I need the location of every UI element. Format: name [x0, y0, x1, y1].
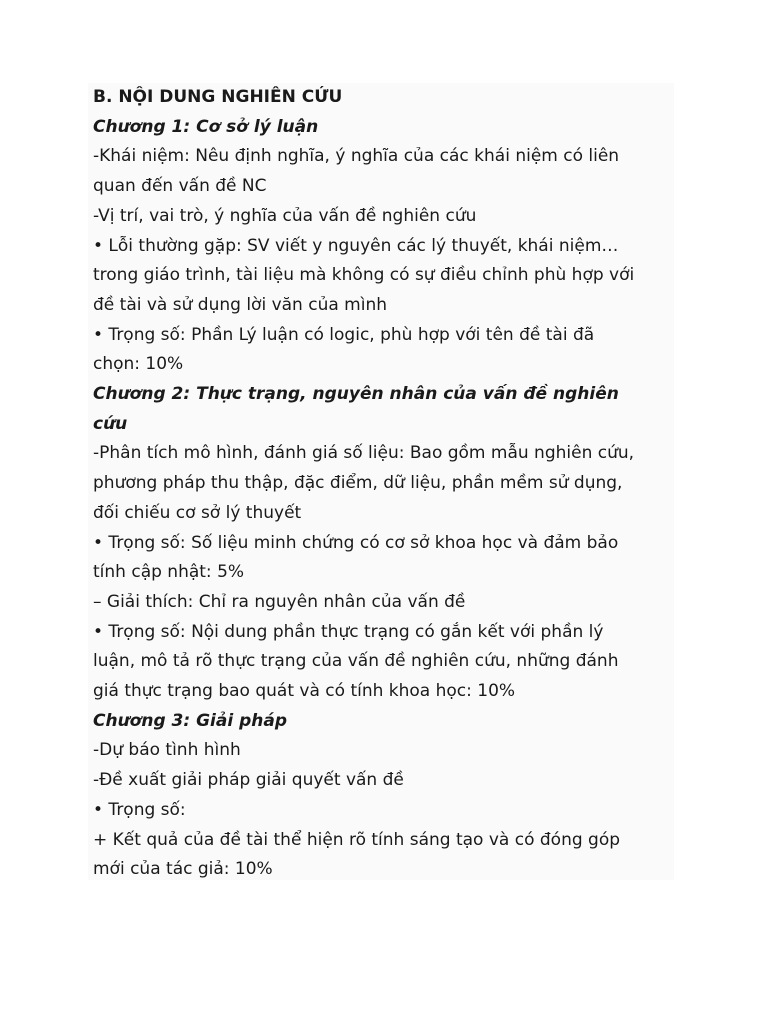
chapter-3-title: Chương 3: Giải pháp — [93, 710, 288, 731]
chapter-2-title: Chương 2: Thực trạng, nguyên nhân của vấn đề nghiên — [93, 384, 619, 405]
chapter-2-title-cont: cứu — [93, 413, 128, 434]
text-line: • Lỗi thường gặp: SV viết y nguyên các lý thuyết, khái niệm… — [93, 235, 619, 256]
text-line: -Vị trí, vai trò, ý nghĩa của vấn đề nghiên cứu — [93, 205, 477, 226]
text-line: + Kết quả của đề tài thể hiện rõ tính sáng tạo và có đóng góp — [93, 829, 621, 850]
text-line: đối chiếu cơ sở lý thuyết — [93, 502, 302, 523]
text-line: giá thực trạng bao quát và có tính khoa học: 10% — [93, 681, 516, 702]
chapter-1-title: Chương 1: Cơ sở lý luận — [93, 116, 319, 137]
text-line: • Trọng số: Nội dung phần thực trạng có gắn kết với phần lý — [93, 621, 604, 642]
text-line: -Phân tích mô hình, đánh giá số liệu: Bao gồm mẫu nghiên cứu, — [93, 443, 635, 464]
text-line: – Giải thích: Chỉ ra nguyên nhân của vấn đề — [93, 591, 466, 612]
text-line: mới của tác giả: 10% — [93, 859, 273, 880]
text-line: -Đề xuất giải pháp giải quyết vấn đề — [93, 770, 404, 791]
text-line: trong giáo trình, tài liệu mà không có sự điều chỉnh phù hợp với — [93, 265, 635, 286]
text-line: chọn: 10% — [93, 354, 184, 375]
text-line: luận, mô tả rõ thực trạng của vấn đề nghiên cứu, những đánh — [93, 651, 619, 672]
text-line: -Khái niệm: Nêu định nghĩa, ý nghĩa của các khái niệm có liên — [93, 146, 620, 167]
text-line: đề tài và sử dụng lời văn của mình — [93, 294, 387, 315]
text-line: quan đến vấn đề NC — [93, 176, 267, 197]
text-line: • Trọng số: Phần Lý luận có logic, phù hợp với tên đề tài đã — [93, 324, 595, 345]
text-line: • Trọng số: Số liệu minh chứng có cơ sở khoa học và đảm bảo — [93, 532, 619, 553]
section-heading: B. NỘI DUNG NGHIÊN CỨU — [93, 87, 343, 107]
text-line: • Trọng số: — [93, 799, 186, 820]
document-content — [88, 83, 674, 880]
text-line: tính cập nhật: 5% — [93, 562, 245, 583]
text-line: -Dự báo tình hình — [93, 740, 241, 761]
text-line: phương pháp thu thập, đặc điểm, dữ liệu, phần mềm sử dụng, — [93, 473, 623, 494]
